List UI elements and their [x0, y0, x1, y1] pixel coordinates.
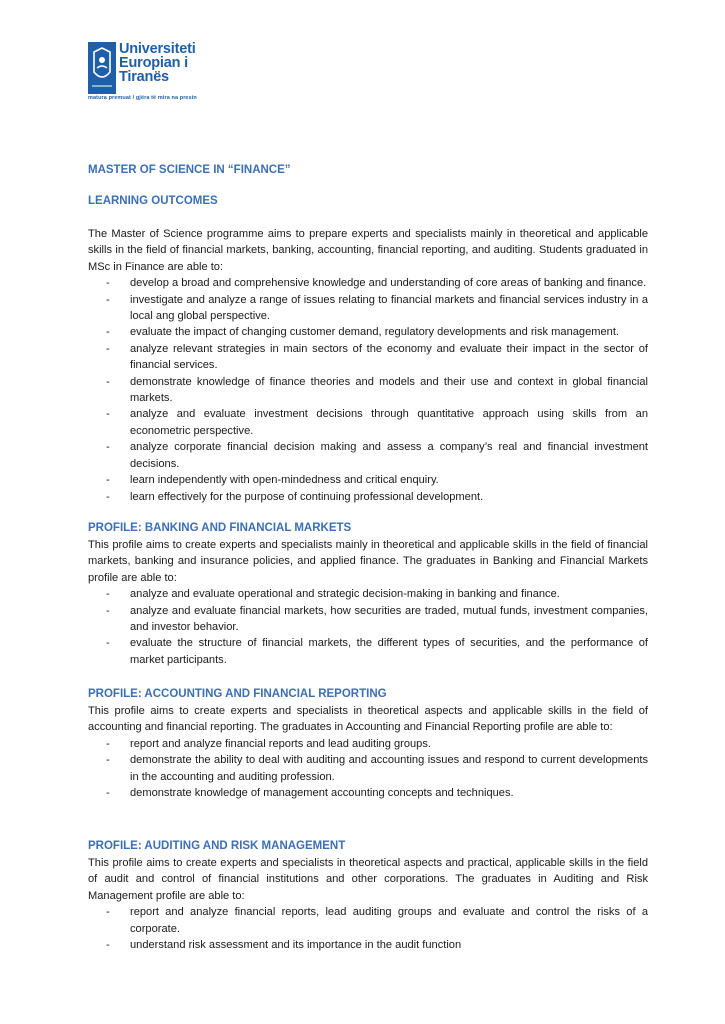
logo-line: Europian i — [119, 55, 188, 71]
list-item: - analyze corporate financial decision making and assess a company’s real and financial investment decisions. — [88, 439, 648, 472]
learning-outcomes-list — [88, 275, 648, 505]
list-item: - investigate and analyze a range of issues relating to financial markets and financial services industry in a local ang global perspective. — [88, 292, 648, 325]
auditing-profile-heading: PROFILE: AUDITING AND RISK MANAGEMENT — [88, 840, 346, 852]
list-item: - analyze and evaluate financial markets, how securities are traded, mutual funds, investment companies, and investor behavior. — [88, 603, 648, 636]
learning-outcomes-heading: LEARNING OUTCOMES — [88, 195, 218, 207]
list-item: - evaluate the impact of changing customer demand, regulatory developments and risk management. — [88, 324, 648, 340]
list-item: - learn effectively for the purpose of continuing professional development. — [88, 489, 648, 505]
university-logo — [88, 42, 196, 94]
banking-profile-list — [88, 586, 648, 668]
list-item: - analyze and evaluate investment decisions through quantitative approach using skills from an econometric perspective. — [88, 406, 648, 439]
university-emblem-icon — [88, 42, 116, 94]
accounting-profile-list — [88, 736, 648, 802]
accounting-profile-intro: This profile aims to create experts and specialists in theoretical aspects and applicable skills in the field of accounting and financial reporting. The graduates in Accounting and Financial Reporting profile are able to: — [88, 705, 648, 734]
document-title: MASTER OF SCIENCE IN “FINANCE” — [88, 164, 291, 176]
banking-profile-section — [88, 520, 648, 668]
accounting-profile-section — [88, 686, 648, 801]
auditing-profile-list — [88, 904, 648, 953]
list-item: - demonstrate knowledge of finance theories and models and their use and context in global financial markets. — [88, 374, 648, 407]
list-item: - report and analyze financial reports, lead auditing groups and evaluate and control the risks of a corporate. — [88, 904, 648, 937]
auditing-profile-section — [88, 838, 648, 953]
auditing-profile-intro: This profile aims to create experts and specialists in theoretical aspects and practical, applicable skills in the field of audit and control of financial institutions and other corporations. The graduates in Auditing and Risk Management profile are able to: — [88, 857, 648, 902]
learning-outcomes-intro: The Master of Science programme aims to prepare experts and specialists mainly in theoretical and applicable skills in the field of financial markets, banking, accounting, financial reporting, and auditing. Students graduated in MSc in Finance are able to: — [88, 228, 648, 273]
learning-outcomes-section — [88, 226, 648, 505]
list-item: - demonstrate the ability to deal with auditing and accounting issues and respond to current developments in the accounting and auditing profession. — [88, 752, 648, 785]
list-item: - analyze relevant strategies in main sectors of the economy and evaluate their impact in the sector of financial services. — [88, 341, 648, 374]
list-item: - develop a broad and comprehensive knowledge and understanding of core areas of banking and finance. — [88, 275, 648, 291]
logo-tagline: matura premuat / gjëra të mira na presin — [88, 95, 197, 101]
accounting-profile-heading: PROFILE: ACCOUNTING AND FINANCIAL REPORTING — [88, 688, 387, 700]
list-item: - report and analyze financial reports and lead auditing groups. — [88, 736, 648, 752]
list-item: - understand risk assessment and its importance in the audit function — [88, 937, 648, 953]
list-item: - evaluate the structure of financial markets, the different types of securities, and the performance of market participants. — [88, 635, 648, 668]
list-item: - analyze and evaluate operational and strategic decision-making in banking and finance. — [88, 586, 648, 602]
logo-line: Universiteti — [119, 41, 196, 57]
banking-profile-heading: PROFILE: BANKING AND FINANCIAL MARKETS — [88, 522, 352, 534]
logo-wordmark — [119, 42, 196, 94]
logo-line: Tiranës — [119, 69, 169, 85]
list-item: - learn independently with open-mindedness and critical enquiry. — [88, 472, 648, 488]
list-item: - demonstrate knowledge of management accounting concepts and techniques. — [88, 785, 648, 801]
banking-profile-intro: This profile aims to create experts and specialists mainly in theoretical and applicable skills in the field of financial markets, banking and insurance policies, and applied finance. The graduates in Banking and Financial Markets profile are able to: — [88, 539, 648, 584]
